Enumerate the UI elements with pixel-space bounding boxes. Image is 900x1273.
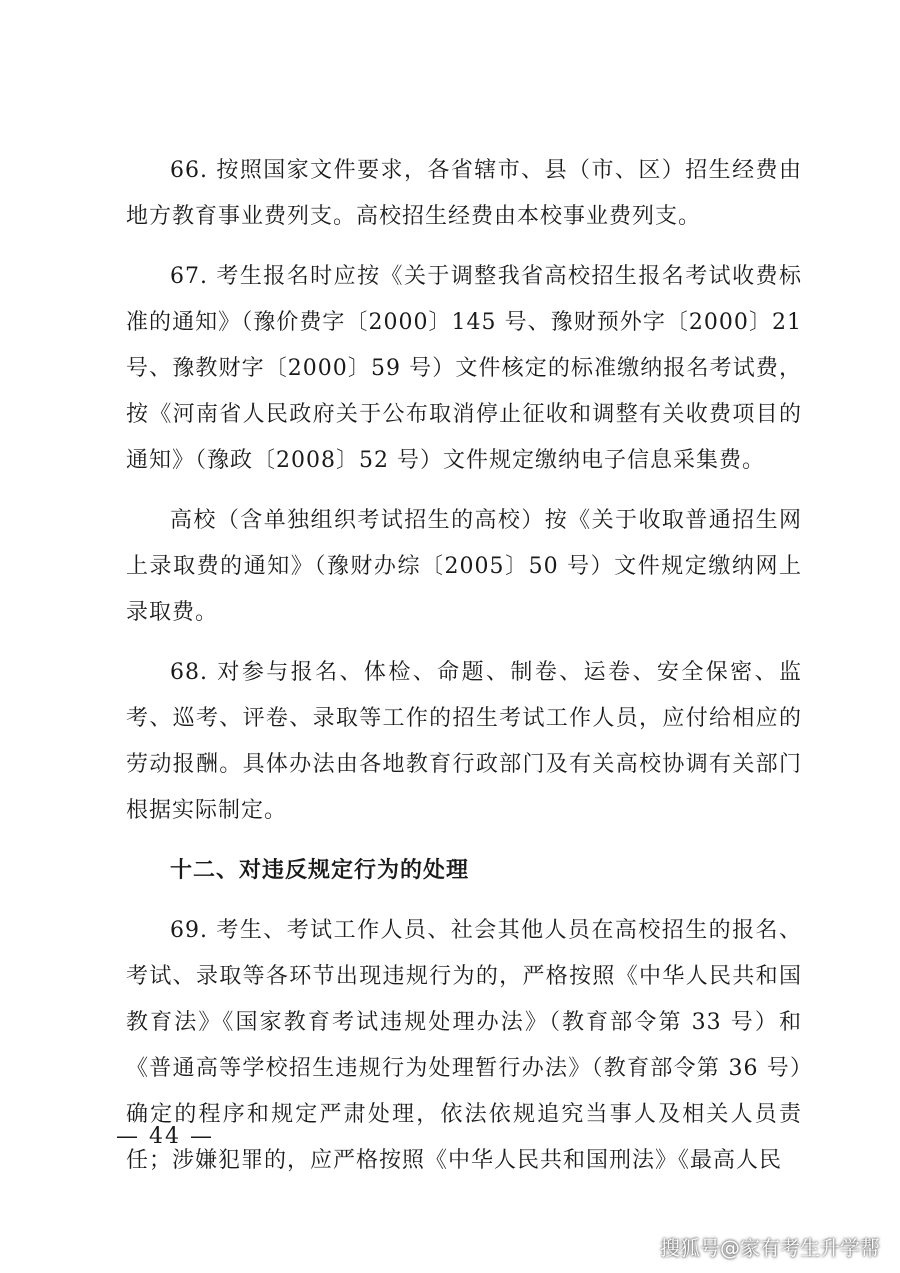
paragraph-66: 66. 按照国家文件要求，各省辖市、县（市、区）招生经费由地方教育事业费列支。高校招生经费由本校事业费列支。 [126, 158, 802, 229]
source-watermark: 搜狐号@家有考生升学帮 [660, 1236, 880, 1260]
paragraph-68: 68. 对参与报名、体检、命题、制卷、运卷、安全保密、监考、巡考、评卷、录取等工作的招生考试工作人员，应付给相应的劳动报酬。具体办法由各地教育行政部门及有关高校协调有关部门根据实际制定。 [126, 660, 802, 823]
page-number: — 44 — [116, 1124, 214, 1149]
paragraph-69: 69. 考生、考试工作人员、社会其他人员在高校招生的报名、考试、录取等各环节出现违规行为的，严格按照《中华人民共和国教育法》《国家教育考试违规处理办法》（教育部令第 33 号）和《普通高等学校招生违规行为处理暂行办法》（教育部令第 36 号）确定的程序和规定严肃处理，依法依规追究当事人及相关人员责任；涉嫌犯罪的，应严格按照《中华人民共和国刑法》《最高人民 [126, 918, 802, 1173]
paragraph-67: 67. 考生报名时应按《关于调整我省高校招生报名考试收费标准的通知》（豫价费字〔2000〕145 号、豫财预外字〔2000〕21 号、豫教财字〔2000〕59 号）文件核定的标准缴纳报名考试费，按《河南省人民政府关于公布取消停止征收和调整有关收费项目的通知》（豫政〔2008〕52 号）文件规定缴纳电子信息采集费。 [126, 264, 802, 473]
section-heading: 十二、对违反规定行为的处理 [170, 858, 470, 883]
paragraph-67-continued: 高校（含单独组织考试招生的高校）按《关于收取普通招生网上录取费的通知》（豫财办综〔2005〕50 号）文件规定缴纳网上录取费。 [126, 508, 802, 625]
document-body [126, 148, 802, 1198]
